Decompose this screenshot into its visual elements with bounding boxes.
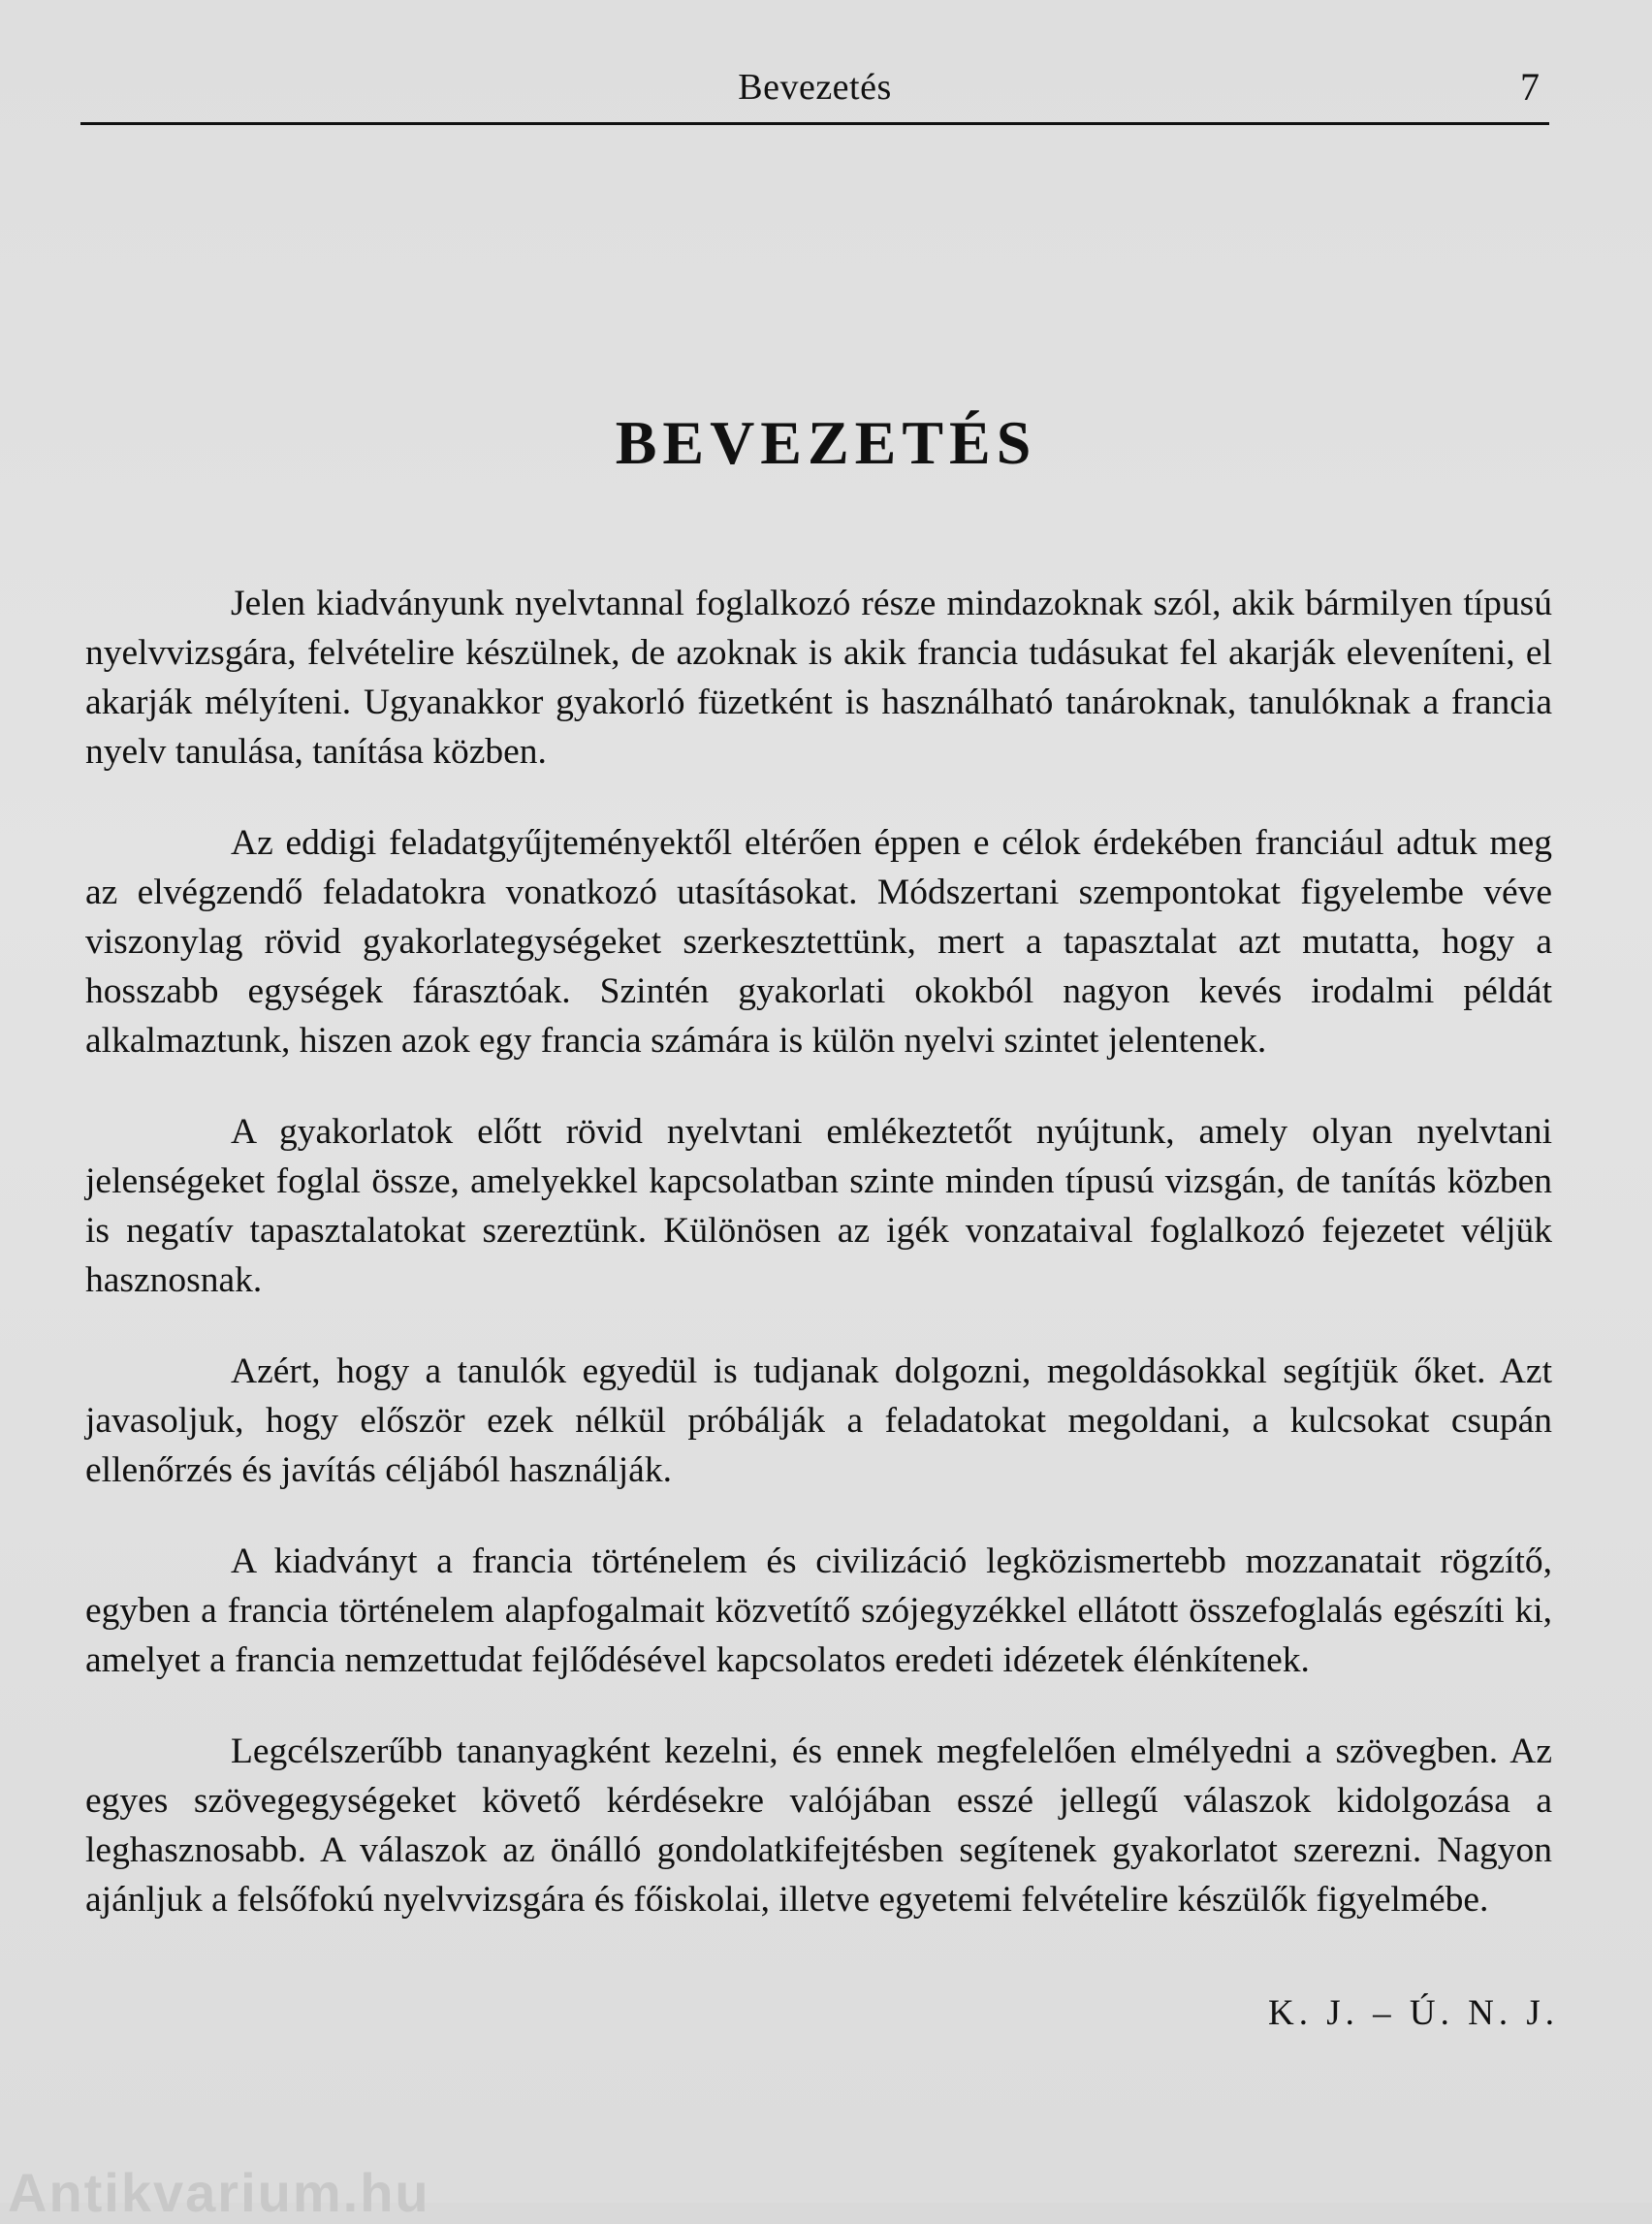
author-initials: K. J. – Ú. N. J. (1268, 1993, 1559, 2033)
paragraph-4: Azért, hogy a tanulók egyedül is tudjanak dolgozni, megoldásokkal segítjük őket. Azt javasoljuk, hogy először ezek nélkül próbálják a feladatokat megoldani, a kulcsokat csupán ellenőrzés és javítás céljából használják. (85, 1351, 1552, 1490)
paragraph-2: Az eddigi feladatgyűjteményektől eltérően éppen e célok érdekében franciául adtuk meg az elvégzendő feladatokra vonatkozó utasításokat. Módszertani szempontokat figyelembe véve viszonylag rövid gyakorlategységeket szerkesztettünk, mert a tapasztalat azt mutatta, hogy a hosszabb egységek fárasztóak. Szintén gyakorlati okokból nagyon kevés irodalmi példát alkalmaztunk, hiszen azok egy francia számára is külön nyelvi szintet jelentenek. (85, 823, 1552, 1061)
running-header (80, 56, 1549, 134)
watermark: Antikvarium.hu (8, 2162, 430, 2223)
paragraph-1: Jelen kiadványunk nyelvtannal foglalkozó része mindazoknak szól, akik bármilyen típusú nyelvvizsgára, felvételire készülnek, de azoknak is akik francia tudásukat fel akarják eleveníteni, el akarják mélyíteni. Ugyanakkor gyakorló füzetként is használható tanároknak, tanulóknak a francia nyelv tanulása, tanítása közben. (85, 584, 1552, 772)
running-title: Bevezetés (738, 67, 892, 108)
paragraph-6: Legcélszerűbb tananyagként kezelni, és ennek megfelelően elmélyedni a szövegben. Az egyes szövegegységeket követő kérdésekre valójában esszé jellegű válaszok kidolgozása a leghasznosabb. A válaszok az önálló gondolatkifejtésben segítenek gyakorlatot szerezni. Nagyon ajánljuk a felsőfokú nyelvvizsgára és főiskolai, illetve egyetemi felvételire készülők figyelmébe. (85, 1732, 1552, 1920)
body-text (85, 579, 1552, 1966)
page-number: 7 (1520, 65, 1540, 109)
chapter-title: BEVEZETÉS (615, 408, 1037, 477)
header-rule (80, 122, 1549, 125)
paragraph-3: A gyakorlatok előtt rövid nyelvtani emlékeztetőt nyújtunk, amely olyan nyelvtani jelenségeket foglal össze, amelyekkel kapcsolatban szinte minden típusú vizsgán, de tanítás közben is negatív tapasztalatokat szereztünk. Különösen az igék vonzataival foglalkozó fejezetet véljük hasznosnak. (85, 1112, 1552, 1300)
paragraph-5: A kiadványt a francia történelem és civilizáció legközismertebb mozzanatait rögzítő, egyben a francia történelem alapfogalmait közvetítő szójegyzékkel ellátott összefoglalás egészíti ki, amelyet a francia nemzettudat fejlődésével kapcsolatos eredeti idézetek élénkítenek. (85, 1541, 1552, 1680)
